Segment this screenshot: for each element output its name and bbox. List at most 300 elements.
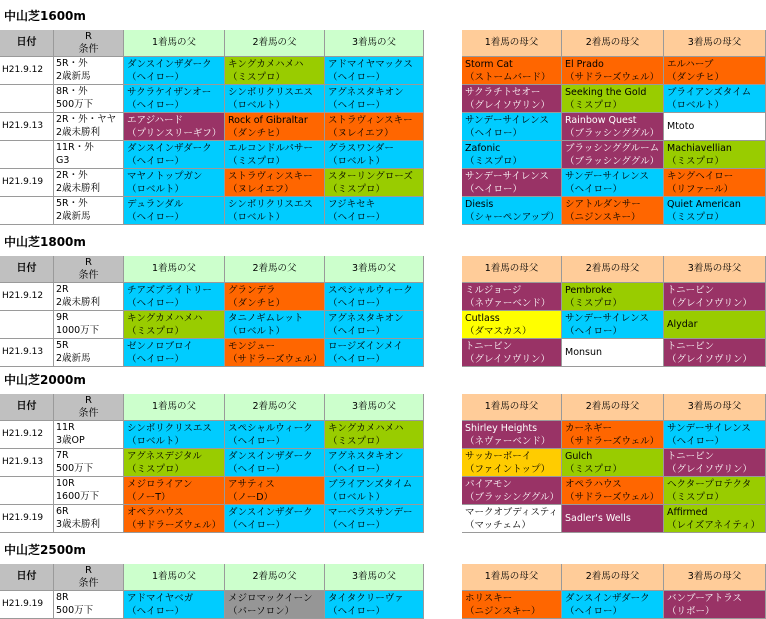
race-condition: 500万下: [56, 463, 94, 474]
race-condition: 2歳新馬: [56, 353, 91, 364]
horse-lineage: （ミスプロ）: [667, 212, 725, 223]
sire-cell: [124, 283, 225, 311]
sire-cell: [225, 141, 325, 169]
horse-name: Storm Cat: [465, 59, 513, 70]
horse-lineage: （サドラーズウェル）: [228, 354, 323, 365]
damsire-cell: [562, 197, 664, 225]
horse-name: サンデーサイレンス: [565, 171, 649, 182]
sire-cell: [124, 57, 225, 85]
section-title: 中山芝1600m: [4, 9, 86, 23]
horse-name: キングカメハメハ: [328, 423, 404, 434]
horse-name: シンボリクリスエス: [228, 199, 313, 210]
damsire-cell: [664, 591, 766, 619]
sire-cell: [124, 591, 225, 619]
damsire-cell: [562, 141, 664, 169]
damsire-cell: [664, 113, 766, 141]
horse-lineage: （ヘイロー）: [565, 184, 623, 195]
damsire-cell: [664, 339, 766, 367]
horse-lineage: （ヘイロー）: [127, 156, 185, 167]
race-cell: [54, 449, 124, 477]
horse-name: アグネスタキオン: [328, 313, 404, 324]
horse-lineage: （サドラーズウェル）: [565, 72, 660, 83]
horse-lineage: （ヘイロー）: [127, 606, 185, 617]
sire-cell: [325, 591, 424, 619]
date-cell: H21.9.13: [0, 449, 54, 477]
horse-lineage: （ブラッシンググル）: [565, 156, 660, 167]
race-cell: [54, 505, 124, 533]
horse-lineage: （ヘイロー）: [328, 464, 386, 475]
sire-cell: [325, 169, 424, 197]
sire-cell: [325, 449, 424, 477]
damsire-cell: [664, 449, 766, 477]
horse-lineage: （マッチェム）: [465, 520, 531, 531]
horse-lineage: （ロベルト）: [328, 156, 386, 167]
damsire-cell: [462, 197, 562, 225]
horse-lineage: （ヌレイエフ）: [228, 184, 294, 195]
horse-name: El Prado: [565, 59, 604, 70]
horse-name: アグネスタキオン: [328, 451, 404, 462]
horse-lineage: （ダマスカス）: [465, 326, 532, 337]
horse-name: Cutlass: [465, 313, 500, 324]
horse-lineage: （ミスプロ）: [667, 156, 725, 167]
horse-lineage: （ブラッシンググル）: [465, 492, 560, 503]
horse-lineage: （ミスプロ）: [667, 492, 725, 503]
horse-lineage: （ロベルト）: [127, 184, 185, 195]
horse-name: Diesis: [465, 199, 494, 210]
sire-cell: [225, 57, 325, 85]
horse-name: グラスワンダー: [328, 143, 394, 154]
race-number: 9R: [56, 312, 69, 323]
damsire-cell: [562, 113, 664, 141]
header-sire2: 2着馬の父: [225, 30, 325, 57]
damsire-cell: [462, 477, 562, 505]
damsire-cell: [562, 591, 664, 619]
damsire-cell: [562, 339, 664, 367]
damsire-cell: [664, 477, 766, 505]
horse-lineage: （ミスプロ）: [565, 298, 623, 309]
race-number: 2R・外: [56, 170, 88, 181]
horse-name: トニービン: [667, 451, 715, 462]
horse-name: エルハーブ: [667, 59, 714, 70]
damsire-cell: [664, 505, 766, 533]
horse-name: サクラチトセオー: [465, 87, 541, 98]
sire-cell: [225, 421, 325, 449]
horse-name: モンジュー: [228, 341, 276, 352]
horse-name: オペラハウス: [127, 507, 184, 518]
horse-name: バンブーアトラス: [667, 593, 742, 604]
sire-cell: [124, 197, 225, 225]
horse-name: ブライアンズタイム: [328, 479, 413, 490]
horse-name: サンデーサイレンス: [667, 423, 751, 434]
horse-name: カーネギー: [565, 423, 613, 434]
horse-lineage: （ニジンスキー）: [565, 212, 641, 223]
race-cell: [54, 477, 124, 505]
sire-cell: [225, 339, 325, 367]
sire-cell: [225, 505, 325, 533]
horse-name: Quiet American: [667, 199, 741, 210]
race-cell: [54, 85, 124, 113]
horse-name: Alydar: [667, 319, 698, 330]
horse-name: ミルジョージ: [465, 285, 522, 296]
horse-name: パイアモン: [465, 479, 512, 490]
horse-lineage: （ヘイロー）: [328, 212, 386, 223]
horse-name: Gulch: [565, 451, 593, 462]
header-sire1: 1着馬の父: [124, 30, 225, 57]
horse-name: スペシャルウィーク: [228, 423, 313, 434]
race-cell: [54, 113, 124, 141]
sire-cell: [225, 591, 325, 619]
horse-name: ロージズインメイ: [328, 341, 403, 352]
horse-name: サンデーサイレンス: [465, 115, 549, 126]
horse-lineage: （ヘイロー）: [465, 128, 523, 139]
horse-name: オペラハウス: [565, 479, 622, 490]
horse-name: アサティス: [228, 479, 275, 490]
horse-lineage: （ヘイロー）: [328, 72, 386, 83]
horse-name: ゼンノロブロイ: [127, 341, 193, 352]
horse-name: チアズブライトリー: [127, 285, 212, 296]
horse-lineage: （ヘイロー）: [228, 436, 286, 447]
header-sire1: 1着馬の父: [124, 394, 225, 421]
damsire-cell: [664, 141, 766, 169]
damsire-cell: [664, 197, 766, 225]
sire-cell: [124, 141, 225, 169]
date-cell: H21.9.13: [0, 339, 54, 367]
horse-lineage: （サドラーズウェル）: [565, 492, 660, 503]
race-condition: 1600万下: [56, 491, 100, 502]
race-condition: 3歳未勝利: [56, 519, 101, 530]
sire-cell: [225, 311, 325, 339]
horse-name: エルコンドルパサー: [228, 143, 313, 154]
horse-lineage: （ミスプロ）: [328, 184, 386, 195]
header-date: 日付: [0, 256, 54, 283]
header-race: [54, 256, 124, 283]
horse-name: マーベラスサンデー: [328, 507, 413, 518]
sire-cell: [124, 311, 225, 339]
horse-name: ブライアンズタイム: [667, 87, 752, 98]
horse-name: ブラッシンググルーム: [565, 143, 660, 154]
race-number: 8R・外: [56, 86, 88, 97]
header-race-condition: 条件: [78, 44, 99, 55]
horse-lineage: （ミスプロ）: [565, 100, 623, 111]
header-date: 日付: [0, 30, 54, 57]
race-cell: [54, 169, 124, 197]
horse-lineage: （リファール）: [667, 184, 734, 195]
date-cell: H21.9.12: [0, 283, 54, 311]
sire-cell: [225, 169, 325, 197]
date-cell: [0, 85, 54, 113]
sire-cell: [325, 339, 424, 367]
horse-name: タイタクリーヴァ: [328, 593, 404, 604]
damsire-cell: [562, 477, 664, 505]
sire-cell: [124, 113, 225, 141]
header-dam2: 2着馬の母父: [562, 30, 664, 57]
horse-name: スターリングローズ: [328, 171, 413, 182]
horse-lineage: （ブラッシンググル）: [565, 128, 660, 139]
damsire-cell: [462, 169, 562, 197]
horse-name: Affirmed: [667, 507, 708, 518]
horse-name: ダンスインザダーク: [228, 507, 313, 518]
damsire-cell: [462, 85, 562, 113]
race-cell: [54, 339, 124, 367]
damsire-cell: [664, 311, 766, 339]
horse-name: サッカーボーイ: [465, 451, 532, 462]
sire-cell: [225, 283, 325, 311]
horse-lineage: （グレイソヴリン）: [667, 464, 753, 475]
header-dam2: 2着馬の母父: [562, 394, 664, 421]
horse-lineage: （ノーT）: [127, 492, 171, 503]
sire-cell: [124, 421, 225, 449]
horse-name: Shirley Heights: [465, 423, 538, 434]
horse-name: ダンスインザダーク: [565, 593, 650, 604]
sire-cell: [225, 113, 325, 141]
sire-cell: [124, 505, 225, 533]
race-condition: 1000万下: [56, 325, 100, 336]
horse-name: メジロライアン: [127, 479, 193, 490]
horse-name: ダンスインザダーク: [228, 451, 313, 462]
damsire-cell: [664, 85, 766, 113]
horse-name: マークオブディスティ: [465, 507, 559, 518]
header-sire3: 3着馬の父: [325, 30, 424, 57]
horse-lineage: （ヘイロー）: [228, 464, 286, 475]
horse-name: タニノギムレット: [228, 313, 304, 324]
section-title: 中山芝2500m: [4, 543, 86, 557]
horse-lineage: （ミスプロ）: [127, 326, 185, 337]
date-cell: [0, 311, 54, 339]
horse-name: スペシャルウィーク: [328, 285, 413, 296]
horse-name: ダンスインザダーク: [127, 59, 212, 70]
horse-lineage: （ヘイロー）: [328, 326, 386, 337]
sire-cell: [325, 283, 424, 311]
horse-name: Monsun: [565, 347, 603, 358]
header-race: [54, 394, 124, 421]
horse-lineage: （ヘイロー）: [127, 298, 185, 309]
header-date: 日付: [0, 394, 54, 421]
damsire-cell: [462, 57, 562, 85]
horse-name: シアトルダンサー: [565, 199, 641, 210]
header-race-condition: 条件: [78, 270, 99, 281]
horse-name: グランデラ: [228, 285, 276, 296]
damsire-cell: [462, 141, 562, 169]
header-dam1: 1着馬の母父: [462, 564, 562, 591]
header-sire2: 2着馬の父: [225, 394, 325, 421]
damsire-cell: [462, 421, 562, 449]
date-cell: H21.9.12: [0, 57, 54, 85]
race-number: 7R: [56, 450, 69, 461]
race-cell: [54, 141, 124, 169]
horse-name: ストラヴィンスキー: [328, 115, 413, 126]
damsire-cell: [462, 449, 562, 477]
horse-lineage: （ヘイロー）: [465, 184, 523, 195]
horse-lineage: （ネヴァーベンド）: [465, 436, 551, 447]
horse-name: Mtoto: [667, 121, 695, 132]
horse-lineage: （ロベルト）: [127, 436, 185, 447]
race-number: 2R: [56, 284, 69, 295]
horse-lineage: （サドラーズウェル）: [127, 520, 222, 531]
horse-lineage: （ファイントップ）: [465, 464, 551, 475]
sire-cell: [325, 477, 424, 505]
race-number: 5R: [56, 340, 69, 351]
horse-lineage: （ヘイロー）: [127, 100, 185, 111]
horse-lineage: （ヘイロー）: [565, 606, 623, 617]
horse-lineage: （ヘイロー）: [565, 326, 623, 337]
horse-lineage: （サドラーズウェル）: [565, 436, 660, 447]
damsire-cell: [664, 283, 766, 311]
sire-cell: [225, 197, 325, 225]
header-race-r: R: [85, 395, 92, 406]
horse-name: サクラケイザンオー: [127, 87, 212, 98]
horse-name: Rainbow Quest: [565, 115, 637, 126]
horse-name: Pembroke: [565, 285, 613, 296]
horse-name: トニービン: [465, 341, 513, 352]
sire-cell: [225, 477, 325, 505]
horse-name: アグネスタキオン: [328, 87, 404, 98]
header-sire1: 1着馬の父: [124, 256, 225, 283]
sire-cell: [225, 85, 325, 113]
damsire-cell: [664, 169, 766, 197]
horse-name: シンボリクリスエス: [228, 87, 313, 98]
horse-lineage: （ダンチヒ）: [228, 128, 286, 139]
horse-lineage: （ダンチヒ）: [228, 298, 286, 309]
horse-lineage: （ストームバード）: [465, 72, 551, 83]
header-dam2: 2着馬の母父: [562, 564, 664, 591]
sire-cell: [325, 85, 424, 113]
horse-lineage: （ロベルト）: [228, 100, 286, 111]
header-dam1: 1着馬の母父: [462, 394, 562, 421]
horse-lineage: （ロベルト）: [228, 326, 286, 337]
race-number: 11R・外: [56, 142, 94, 153]
race-condition: 3歳OP: [56, 435, 85, 446]
horse-lineage: （レイズアネイティ）: [667, 520, 761, 531]
sire-cell: [124, 477, 225, 505]
header-dam3: 3着馬の母父: [664, 564, 766, 591]
sire-cell: [225, 449, 325, 477]
horse-lineage: （ロベルト）: [328, 492, 386, 503]
damsire-cell: [664, 421, 766, 449]
horse-name: Sadler's Wells: [565, 513, 631, 524]
header-race: [54, 564, 124, 591]
header-dam1: 1着馬の母父: [462, 30, 562, 57]
damsire-cell: [562, 449, 664, 477]
horse-name: アドマイヤベガ: [127, 593, 194, 604]
race-condition: G3: [56, 155, 70, 166]
horse-name: キングヘイロー: [667, 171, 734, 182]
race-cell: [54, 57, 124, 85]
horse-name: トニービン: [667, 341, 715, 352]
sire-cell: [124, 339, 225, 367]
race-cell: [54, 421, 124, 449]
date-cell: H21.9.13: [0, 113, 54, 141]
header-sire2: 2着馬の父: [225, 256, 325, 283]
horse-lineage: （ミスプロ）: [465, 156, 523, 167]
horse-lineage: （リボー）: [667, 606, 715, 617]
horse-lineage: （ヘイロー）: [127, 72, 185, 83]
horse-name: Rock of Gibraltar: [228, 115, 308, 126]
header-race-r: R: [85, 565, 92, 576]
race-condition: 2歳未勝利: [56, 183, 101, 194]
header-dam3: 3着馬の母父: [664, 394, 766, 421]
horse-name: サンデーサイレンス: [465, 171, 549, 182]
header-dam1: 1着馬の母父: [462, 256, 562, 283]
horse-name: マヤノトップガン: [127, 171, 203, 182]
header-sire1: 1着馬の父: [124, 564, 225, 591]
horse-name: Zafonic: [465, 143, 501, 154]
header-race: [54, 30, 124, 57]
header-race-condition: 条件: [78, 578, 99, 589]
header-date: 日付: [0, 564, 54, 591]
horse-lineage: （ニジンスキー）: [465, 606, 541, 617]
horse-lineage: （プリンスリーギフ）: [127, 128, 222, 139]
race-cell: [54, 197, 124, 225]
date-cell: [0, 477, 54, 505]
damsire-cell: [462, 283, 562, 311]
horse-lineage: （シャーペンアップ）: [465, 212, 560, 223]
horse-name: ダンスインザダーク: [127, 143, 212, 154]
race-condition: 500万下: [56, 99, 94, 110]
sire-cell: [124, 449, 225, 477]
sire-cell: [325, 113, 424, 141]
race-cell: [54, 591, 124, 619]
section-title: 中山芝2000m: [4, 373, 86, 387]
race-condition: 2歳未勝利: [56, 127, 101, 138]
horse-name: キングカメハメハ: [228, 59, 304, 70]
horse-lineage: （ヘイロー）: [328, 100, 386, 111]
horse-lineage: （ヘイロー）: [127, 212, 185, 223]
horse-lineage: （グレイソヴリン）: [465, 354, 551, 365]
horse-name: サンデーサイレンス: [565, 313, 649, 324]
horse-lineage: （ミスプロ）: [228, 156, 286, 167]
header-sire2: 2着馬の父: [225, 564, 325, 591]
horse-name: Machiavellian: [667, 143, 732, 154]
horse-lineage: （ヘイロー）: [667, 436, 725, 447]
race-cell: [54, 283, 124, 311]
damsire-cell: [462, 505, 562, 533]
date-cell: H21.9.12: [0, 421, 54, 449]
damsire-cell: [562, 421, 664, 449]
damsire-cell: [462, 311, 562, 339]
race-number: 10R: [56, 478, 75, 489]
horse-lineage: （グレイソヴリン）: [465, 100, 551, 111]
header-dam3: 3着馬の母父: [664, 256, 766, 283]
horse-lineage: （ミスプロ）: [127, 464, 185, 475]
race-number: 2R・外・ヤヤ: [56, 114, 117, 125]
race-condition: 500万下: [56, 605, 94, 616]
horse-lineage: （ネヴァーベンド）: [465, 298, 551, 309]
damsire-cell: [562, 85, 664, 113]
horse-lineage: （ヘイロー）: [228, 520, 286, 531]
horse-lineage: （グレイソヴリン）: [667, 354, 753, 365]
date-cell: H21.9.19: [0, 591, 54, 619]
race-number: 6R: [56, 506, 69, 517]
sire-cell: [325, 505, 424, 533]
horse-lineage: （ダンチヒ）: [667, 72, 725, 83]
horse-lineage: （ロベルト）: [228, 212, 286, 223]
sire-cell: [325, 311, 424, 339]
damsire-cell: [562, 283, 664, 311]
horse-name: デュランダル: [127, 199, 184, 210]
damsire-cell: [462, 113, 562, 141]
horse-lineage: （ミスプロ）: [565, 464, 623, 475]
horse-name: アドマイヤマックス: [328, 59, 413, 70]
horse-lineage: （パーソロン）: [228, 606, 295, 617]
header-sire3: 3着馬の父: [325, 394, 424, 421]
damsire-cell: [562, 311, 664, 339]
race-number: 11R: [56, 422, 75, 433]
race-condition: 2歳新馬: [56, 71, 91, 82]
race-number: 8R: [56, 592, 69, 603]
damsire-cell: [462, 339, 562, 367]
section-title: 中山芝1800m: [4, 235, 86, 249]
horse-name: ストラヴィンスキー: [228, 171, 313, 182]
